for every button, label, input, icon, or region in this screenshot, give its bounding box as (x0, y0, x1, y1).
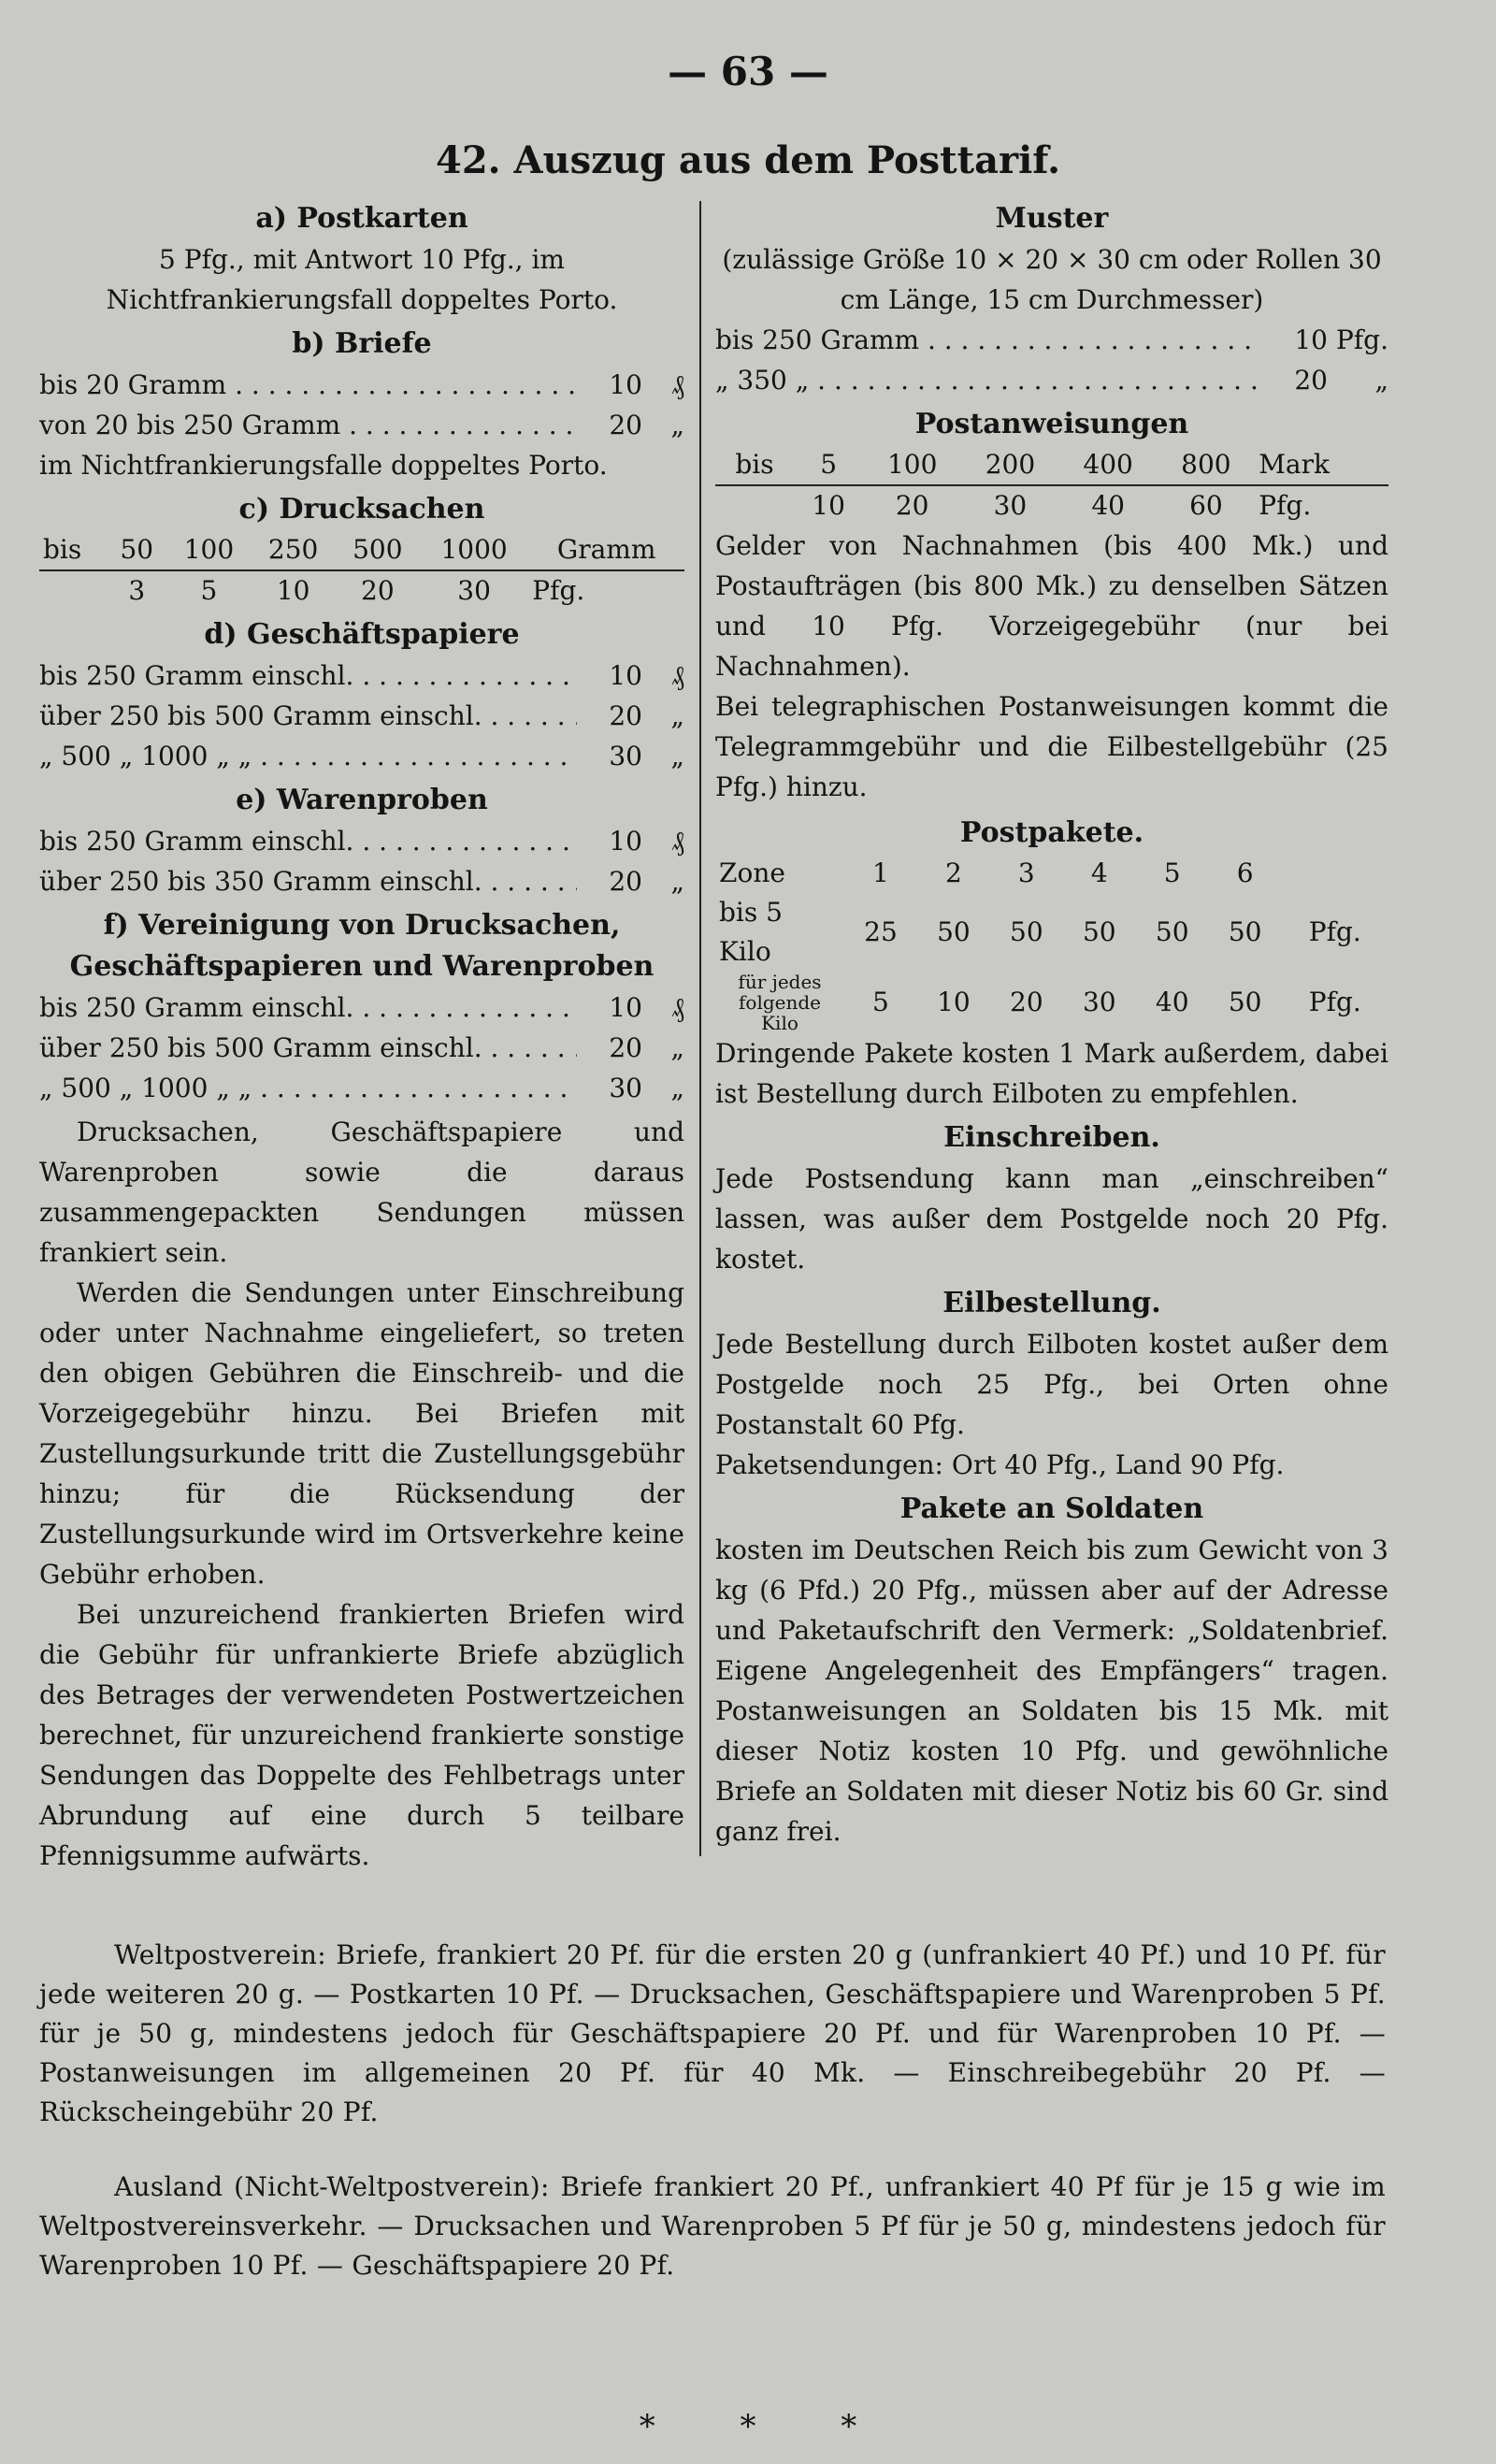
eilbestellung-text: Jede Bestellung durch Eilboten kostet außer dem Postgelde noch 25 Pfg., bei Orten ohne Postanstalt 60 Pfg. (715, 1329, 1388, 1440)
tariff-row: „ 350 „ . . . 20 „ (715, 360, 1388, 400)
heading-muster: Muster (995, 202, 1109, 235)
paragraph: Drucksachen, Geschäftspapiere und Warenproben sowie die daraus zusammengepackten Sendungen müssen frankiert sein. (39, 1117, 684, 1268)
paragraph: Werden die Sendungen unter Einschreibung oder unter Nachnahme eingeliefert, so treten den obigen Gebühren die Einschreib- und die Vorzeigegebühr hinzu. Bei Briefen mit Zustellungsurkunde tritt die Zustellungsgebühr hinzu; für die Rücksendung der Zustellungsurkunde wird im Ortsverkehre keine Gebühr erhoben. (39, 1277, 684, 1590)
tariff-row: bis 250 Gramm einschl. . . . 10 ₰ (39, 821, 684, 861)
einschreiben-text: Jede Postsendung kann man „einschreiben“ lassen, was außer dem Postgelde noch 20 Pfg. kostet. (715, 1163, 1388, 1275)
heading-geschaeftspapiere: d) Geschäftspapiere (204, 618, 520, 651)
weltpost-section (39, 1936, 1386, 2132)
tariff-row: über 250 bis 500 Gramm einschl. . . . 20 „ (39, 696, 684, 736)
heading-warenproben: e) Warenproben (236, 784, 488, 816)
postanweisungen-text-2: Bei telegraphischen Postanweisungen kommt die Telegrammgebühr und die Eilbestellgebühr (25 Pfg.) hinzu. (715, 691, 1388, 802)
left-column (39, 198, 684, 1876)
tariff-row: „ 500 „ 1000 „ „ . . . 30 „ (39, 736, 684, 776)
postkarten-text: 5 Pfg., mit Antwort 10 Pfg., im Nichtfrankierungsfall doppeltes Porto. (106, 244, 618, 315)
heading-postanweisungen: Postanweisungen (914, 408, 1189, 440)
column-divider (699, 201, 701, 1856)
postanweisungen-text: Gelder von Nachnahmen (bis 400 Mk.) und Postaufträgen (bis 800 Mk.) zu denselben Sätzen und 10 Pfg. Vorzeigegebühr (nur bei Nachnahmen). (715, 530, 1388, 682)
heading-briefe: b) Briefe (292, 327, 432, 360)
heading-vereinigung-2: Geschäftspapieren und Warenproben (69, 950, 654, 983)
ausland-section (39, 2168, 1386, 2285)
heading-postkarten: a) Postkarten (255, 202, 468, 235)
heading-postpakete: Postpakete. (959, 816, 1144, 849)
right-column (715, 198, 1388, 1852)
ausland-text: Ausland (Nicht-Weltpostverein): Briefe frankiert 20 Pf., unfrankiert 40 Pf für je 15 g wie im Weltpostvereinsverkehr. — Drucksachen und Warenproben 5 Pf für je 50 g, mindestens jedoch für Warenproben 10 Pf. — Geschäftspapiere 20 Pf. (39, 2171, 1386, 2281)
tariff-row: „ 500 „ 1000 „ „ . . . 30 „ (39, 1068, 684, 1108)
tariff-row: von 20 bis 250 Gramm . . . 20 „ (39, 405, 684, 445)
heading-eilbestellung: Eilbestellung. (942, 1287, 1161, 1319)
heading-drucksachen: c) Drucksachen (238, 493, 485, 526)
asterisk-ornament: * * * (639, 2408, 857, 2445)
paragraph: Bei unzureichend frankierten Briefen wird die Gebühr für unfrankierte Briefe abzüglich des Betrages der verwendeten Postwertzeichen berechnet, für unzureichend frankierte sonstige Sendungen das Doppelte des Fehlbetrags unter Abrundung auf eine durch 5 teilbare Pfennigsumme aufwärts. (39, 1599, 684, 1871)
postanweisungen-table: bis 5 100 200 400 800 Mark 10 20 30 40 60 Pfg. (715, 445, 1388, 526)
tariff-row: bis 250 Gramm einschl. . . . 10 ₰ (39, 656, 684, 696)
drucksachen-table: bis 50 100 250 500 1000 Gramm 3 5 10 20 30 Pfg. (39, 530, 684, 611)
page-number: — 63 — (668, 49, 828, 94)
briefe-note: im Nichtfrankierungsfalle doppeltes Porto. (39, 450, 608, 481)
heading-soldaten: Pakete an Soldaten (899, 1492, 1204, 1525)
heading-vereinigung-1: f) Vereinigung von Drucksachen, (103, 909, 621, 942)
weltpost-text: Weltpostverein: Briefe, frankiert 20 Pf. für die ersten 20 g (unfrankiert 40 Pf.) und 10 Pf. für jede weiteren 20 g. — Postkarten 10 Pf. — Drucksachen, Geschäftspapiere und Warenproben 5 Pf. für je 50 g, mindestens jedoch für Geschäftspapiere 20 Pf. und für Warenproben 10 Pf. — Postanweisungen im allgemeinen 20 Pf. für 40 Mk. — Einschreibegebühr 20 Pf. — Rückscheingebühr 20 Pf. (39, 1939, 1386, 2127)
eilbestellung-text-2: Paketsendungen: Ort 40 Pfg., Land 90 Pfg. (715, 1449, 1285, 1480)
tariff-row: bis 250 Gramm einschl. . . . 10 ₰ (39, 987, 684, 1028)
tariff-row: über 250 bis 500 Gramm einschl. . . . 20 „ (39, 1028, 684, 1068)
postpakete-text: Dringende Pakete kosten 1 Mark außerdem, dabei ist Bestellung durch Eilboten zu empfehlen. (715, 1038, 1388, 1109)
tariff-row: über 250 bis 350 Gramm einschl. . . . 20 „ (39, 861, 684, 901)
muster-text: (zulässige Größe 10 × 20 × 30 cm oder Rollen 30 cm Länge, 15 cm Durchmesser) (722, 244, 1382, 315)
soldaten-text: kosten im Deutschen Reich bis zum Gewicht von 3 kg (6 Pfd.) 20 Pfg., müssen aber auf der Adresse und Paketaufschrift den Vermerk: „Soldatenbrief. Eigene Angelegenheit des Empfängers“ tragen. Postanweisungen an Soldaten bis 15 Mk. mit dieser Notiz kosten 10 Pfg. und gewöhnliche Briefe an Soldaten mit dieser Notiz bis 60 Gr. sind ganz frei. (715, 1535, 1388, 1847)
tariff-row: bis 20 Gramm . . . 10 ₰ (39, 365, 684, 405)
section-title: 42. Auszug aus dem Posttarif. (435, 138, 1060, 182)
tariff-row: bis 250 Gramm . . . 10 Pfg. (715, 320, 1388, 360)
heading-einschreiben: Einschreiben. (943, 1121, 1160, 1154)
postpakete-table: Zone 1 2 3 4 5 6 bis 5 Kilo 25 50 50 50 50 50 Pfg. für jedes folgende Kilo 5 10 20 30 40 50 Pfg. (719, 857, 1361, 1034)
